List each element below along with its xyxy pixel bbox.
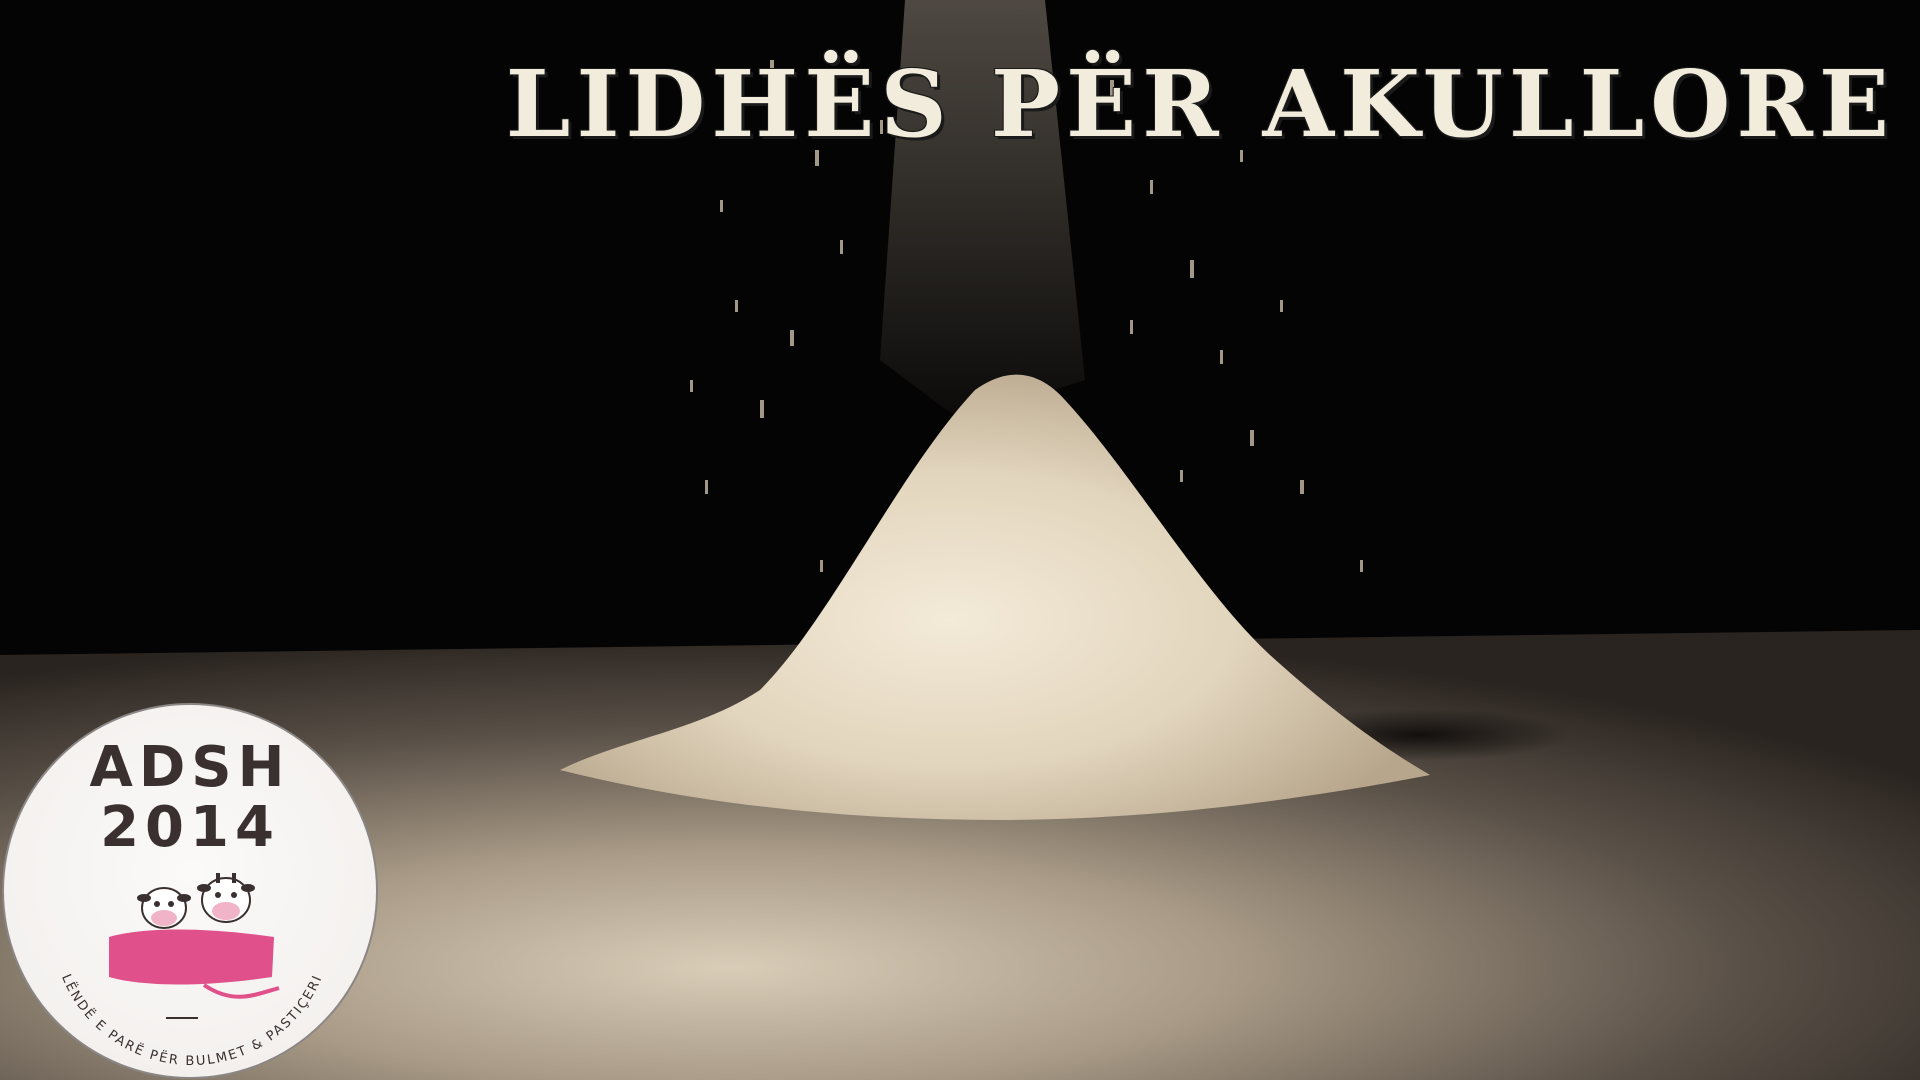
badge-tagline: LËNDË E PARË PËR BULMET & PASTIÇERI bbox=[58, 972, 326, 1070]
badge-year: 2014 bbox=[100, 795, 280, 860]
headline-title: LIDHËS PËR AKULLORE bbox=[505, 50, 1895, 158]
pink-ribbon bbox=[109, 930, 274, 985]
badge-title-adsh: ADSH bbox=[89, 735, 291, 800]
two-cartoon-cows-icon bbox=[137, 873, 255, 928]
company-badge bbox=[2, 703, 378, 1079]
